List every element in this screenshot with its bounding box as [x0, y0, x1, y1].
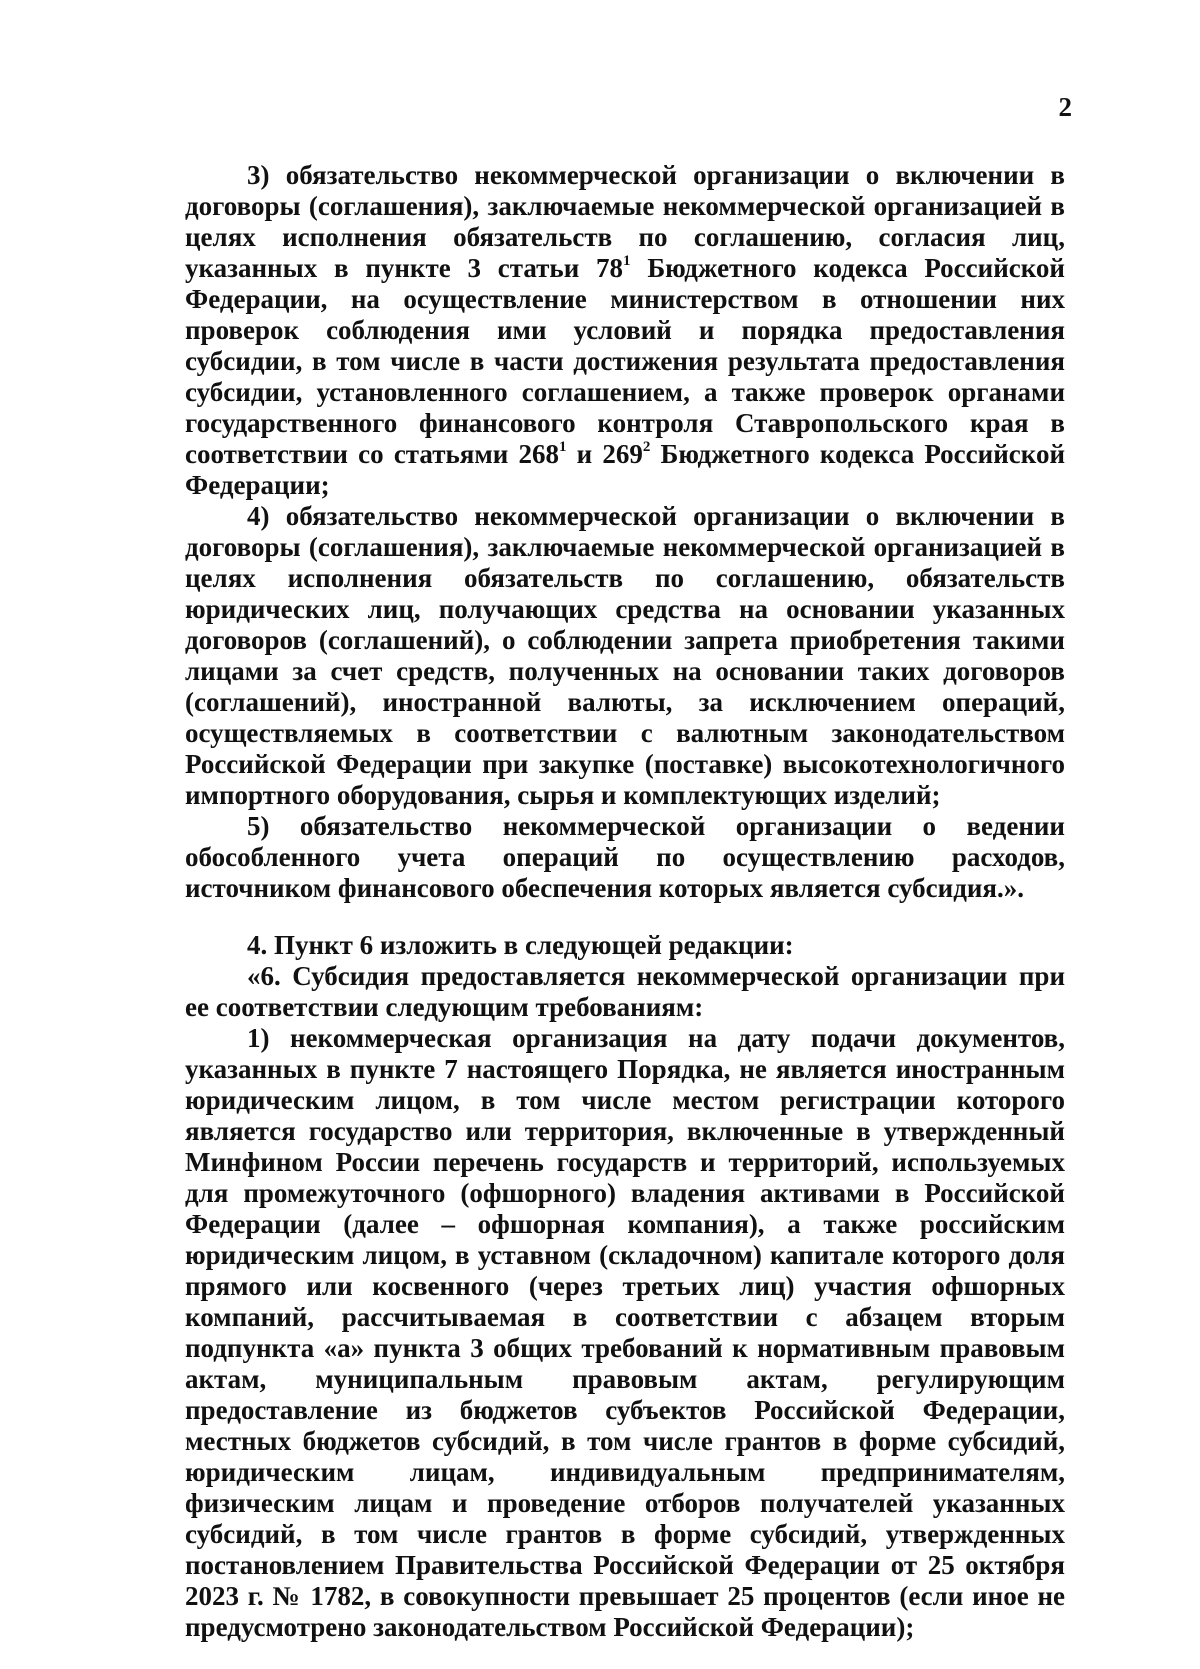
document-body [185, 160, 1065, 1643]
paragraph-clause-6: «6. Субсидия предоставляется некоммерческой организации при ее соответствии следующим требованиям: [185, 961, 1065, 1022]
paragraph-item-3 [185, 160, 1065, 501]
text-fragment: Бюджетного кодекса Российской Федерации, на осуществление министерством в отношении них проверок соблюдения ими условий и порядка предоставления субсидии, в том числе в части достижения результата предоставления субсидии, установленного соглашением, а также проверок органами государственного финансового контроля Ставропольского края в соответствии со статьями 268 [185, 253, 1065, 469]
text-fragment: и 269 [566, 439, 643, 469]
paragraph-item-5: 5) обязательство некоммерческой организации о ведении обособленного учета операций по осуществлению расходов, источником финансового обеспечения которых является субсидия.». [185, 811, 1065, 903]
page-number: 2 [1058, 92, 1072, 122]
paragraph-spacer [185, 904, 1065, 930]
superscript: 2 [642, 439, 651, 455]
paragraph-item-4: 4) обязательство некоммерческой организации о включении в договоры (соглашения), заключаемые некоммерческой организацией в целях исполнения обязательств по соглашению, обязательств юридических лиц, получающих средства на основании указанных договоров (соглашений), о соблюдении запрета приобретения такими лицами за счет средств, полученных на основании таких договоров (соглашений), иностранной валюты, за исключением операций, осуществляемых в соответствии с валютным законодательством Российской Федерации при закупке (поставке) высокотехнологичного импортного оборудования, сырья и комплектующих изделий; [185, 501, 1065, 810]
text-fragment: Бюджетного кодекса Российской Федерации; [185, 439, 1066, 500]
paragraph-clause-4: 4. Пункт 6 изложить в следующей редакции: [247, 930, 794, 960]
paragraph-requirement-1: 1) некоммерческая организация на дату подачи документов, указанных в пункте 7 настоящего Порядка, не является иностранным юридическим лицом, в том числе местом регистрации которого является государство или территория, включенные в утвержденный Минфином России перечень государств и территорий, используемых для промежуточного (офшорного) владения активами в Российской Федерации (далее – офшорная компания), а также российским юридическим лицом, в уставном (складочном) капитале которого доля прямого или косвенного (через третьих лиц) участия офшорных компаний, рассчитываемая в соответствии с абзацем вторым подпункта «а» пункта 3 общих требований к нормативным правовым актам, муниципальным правовым актам, регулирующим предоставление из бюджетов субъектов Российской Федерации, местных бюджетов субсидий, в том числе грантов в форме субсидий, юридическим лицам, индивидуальным предпринимателям, физическим лицам и проведение отборов получателей указанных субсидий, в том числе грантов в форме субсидий, утвержденных постановлением Правительства Российской Федерации от 25 октября 2023 г. № 1782, в совокупности превышает 25 процентов (если иное не предусмотрено законодательством Российской Федерации); [185, 1023, 1065, 1642]
text-fragment: 3) обязательство некоммерческой организации о включении в договоры (соглашения), заключаемые некоммерческой организацией в целях исполнения обязательств по соглашению, согласия лиц, указанных в пункте 3 статьи 78 [185, 160, 1065, 283]
superscript: 1 [623, 253, 631, 269]
superscript: 1 [558, 439, 567, 455]
